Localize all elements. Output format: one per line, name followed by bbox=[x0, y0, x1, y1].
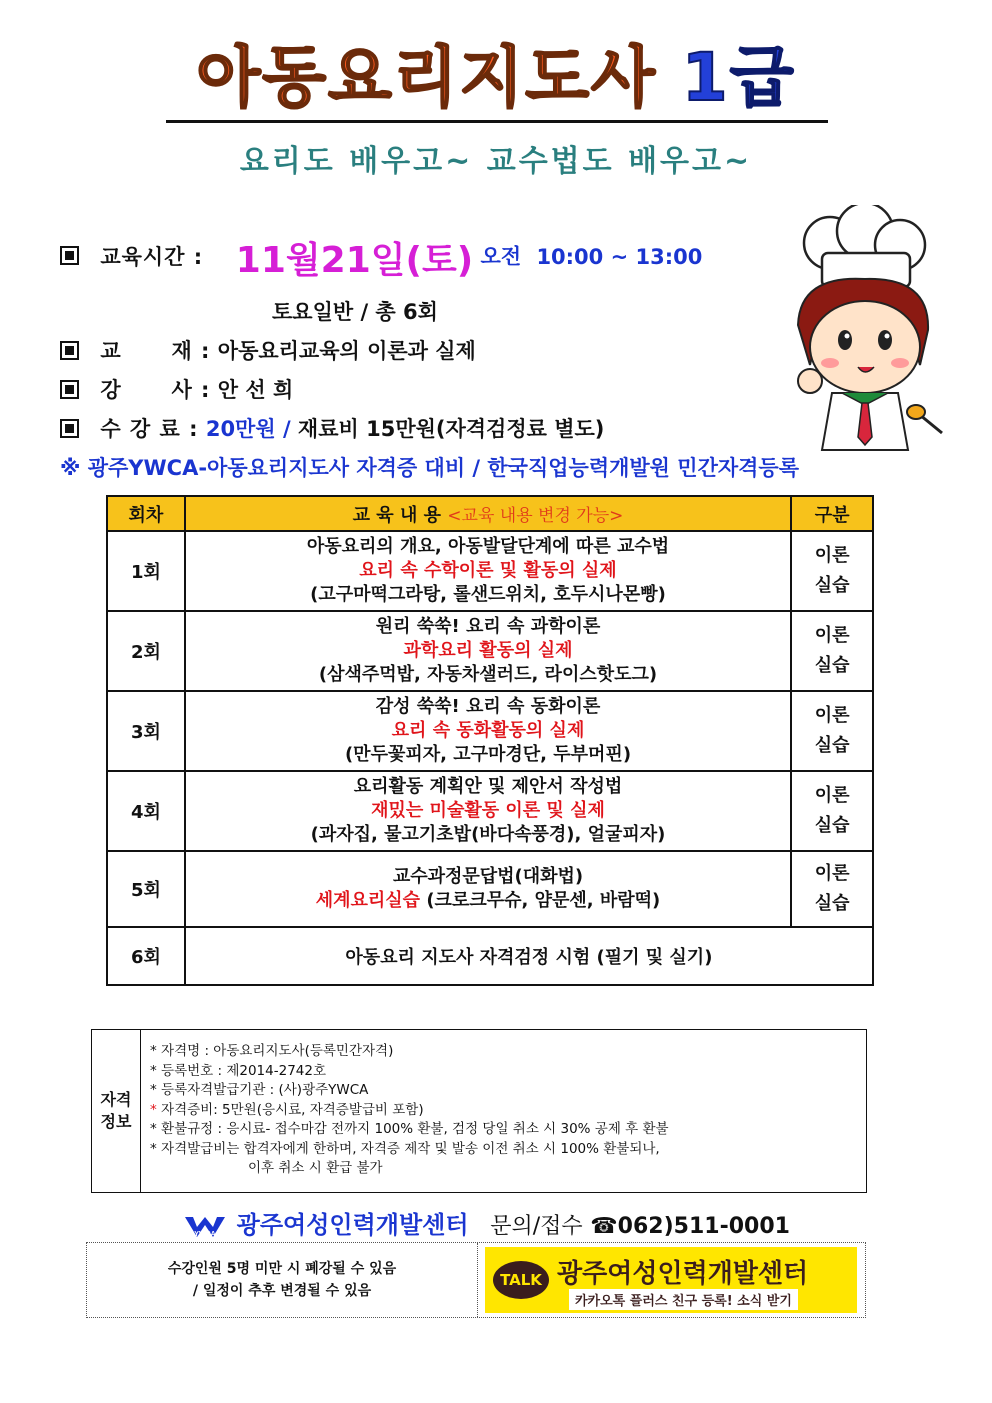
textbook: 아동요리교육의 이론과 실제 bbox=[217, 339, 476, 363]
schedule-table bbox=[106, 495, 874, 986]
qualification-side-label bbox=[92, 1030, 141, 1192]
type-theory: 이론 bbox=[814, 863, 850, 884]
table-row bbox=[107, 927, 873, 985]
content-highlight: 요리 속 동화활동의 실제 bbox=[391, 720, 585, 741]
time-range: 10:00 ~ 13:00 bbox=[536, 244, 703, 269]
type-cell bbox=[791, 771, 873, 851]
content-menu: (크로크무슈, 얌문센, 바람떡) bbox=[426, 890, 661, 911]
type-theory: 이론 bbox=[814, 545, 850, 566]
info-textbook-row bbox=[60, 335, 476, 365]
content-cell bbox=[185, 771, 791, 851]
fee-separator: / bbox=[282, 417, 291, 441]
content-cell bbox=[185, 531, 791, 611]
class-date: 11월21일(토) bbox=[235, 240, 474, 281]
list-item: * 자격명 : 아동요리지도사(등록민간자격) bbox=[150, 1043, 394, 1059]
square-bullet-icon bbox=[60, 341, 79, 360]
content-cell bbox=[185, 851, 791, 927]
ywca-logo-icon bbox=[185, 1215, 225, 1239]
content-menu: (고구마떡그라탕, 롤샌드위치, 호두시나몬빵) bbox=[310, 584, 666, 605]
kakao-channel-name: 광주여성인력개발센터 bbox=[557, 1259, 809, 1289]
session-cell: 5회 bbox=[107, 851, 185, 927]
list-item: * 등록자격발급기관 : (사)광주YWCA bbox=[150, 1082, 369, 1098]
square-bullet-icon bbox=[60, 380, 79, 399]
content-highlight: 재밌는 미술활동 이론 및 실제 bbox=[371, 800, 605, 821]
logo-text: YWCA bbox=[194, 1231, 216, 1238]
type-theory: 이론 bbox=[814, 625, 850, 646]
kakao-talk-icon: TALK bbox=[493, 1261, 549, 1299]
session-cell: 2회 bbox=[107, 611, 185, 691]
list-item-text: 자격증비: 5만원(응시료, 자격증발급비 포함) bbox=[161, 1101, 424, 1118]
content-menu: (만두꽃피자, 고구마경단, 두부머핀) bbox=[344, 744, 632, 765]
content-cell: 아동요리 지도사 자격검정 시험 (필기 및 실기) bbox=[185, 927, 873, 985]
type-practice: 실습 bbox=[814, 575, 850, 596]
header-session: 회차 bbox=[107, 496, 185, 531]
material-fee: 재료비 15만원(자격검정료 별도) bbox=[297, 417, 605, 441]
list-item: * 등록번호 : 제2014-2742호 bbox=[150, 1062, 327, 1079]
note-line: / 일정이 추후 변경될 수 있음 bbox=[192, 1283, 372, 1299]
list-item: * 환불규정 : 응시료- 접수마감 전까지 100% 환불, 검정 당일 취소 시 30% 공제 후 환불 bbox=[150, 1121, 669, 1137]
bottom-notice-box bbox=[86, 1242, 866, 1318]
session-cell: 3회 bbox=[107, 691, 185, 771]
table-row bbox=[107, 531, 873, 611]
content-menu: (과자집, 물고기초밥(바다속풍경), 얼굴피자) bbox=[310, 824, 666, 845]
content-highlight: 요리 속 수학이론 및 활동의 실제 bbox=[359, 560, 617, 581]
type-practice: 실습 bbox=[814, 815, 850, 836]
content-line: 감성 쑥쑥! 요리 속 동화이론 bbox=[375, 696, 601, 717]
content-highlight: 세계요리실습 bbox=[315, 890, 421, 911]
info-instructor-row bbox=[60, 374, 293, 404]
instructor-label: 강 사 : bbox=[100, 378, 211, 402]
content-line: 아동요리의 개요, 아동발달단계에 따른 교수법 bbox=[306, 536, 670, 557]
side-label-line: 자격 bbox=[100, 1090, 132, 1109]
note-line: 수강인원 5명 미만 시 폐강될 수 있음 bbox=[167, 1261, 397, 1277]
textbook-label: 교 재 : bbox=[100, 339, 211, 363]
type-theory: 이론 bbox=[814, 785, 850, 806]
header-content-note: <교육 내용 변경 가능> bbox=[447, 505, 624, 526]
contact-label: 문의/접수 bbox=[490, 1214, 583, 1239]
red-asterisk-icon: * bbox=[150, 1101, 157, 1118]
header-content-label: 교 육 내 용 bbox=[352, 504, 441, 526]
table-header-row bbox=[107, 496, 873, 531]
content-cell bbox=[185, 691, 791, 771]
type-cell bbox=[791, 531, 873, 611]
type-cell bbox=[791, 851, 873, 927]
content-line-mixed bbox=[186, 889, 790, 913]
content-line: 교수과정문답법(대화법) bbox=[392, 866, 584, 887]
content-line: 원리 쑥쑥! 요리 속 과학이론 bbox=[375, 616, 601, 637]
title-underline bbox=[166, 120, 828, 123]
type-cell bbox=[791, 611, 873, 691]
info-time-row bbox=[60, 232, 702, 283]
page-title bbox=[0, 38, 992, 118]
fee-label: 수 강 료 : bbox=[100, 417, 199, 441]
kakao-subscribe-text: 카카오톡 플러스 친구 등록! 소식 받기 bbox=[569, 1289, 798, 1310]
org-name: 광주여성인력개발센터 bbox=[236, 1211, 469, 1239]
list-item: * 자격발급비는 합격자에게 한하며, 자격증 제작 및 발송 이전 취소 시 100% 환불되나, bbox=[150, 1140, 660, 1157]
org-contact-line bbox=[185, 1205, 790, 1240]
content-cell bbox=[185, 611, 791, 691]
list-item bbox=[150, 1101, 669, 1121]
session-cell: 4회 bbox=[107, 771, 185, 851]
table-row bbox=[107, 851, 873, 927]
header-type: 구분 bbox=[791, 496, 873, 531]
square-bullet-icon bbox=[60, 419, 79, 438]
instructor: 안 선 희 bbox=[217, 378, 294, 402]
content-highlight: 과학요리 활동의 실제 bbox=[403, 640, 573, 661]
subtitle: 요리도 배우고~ 교수법도 배우고~ bbox=[239, 144, 753, 179]
content-menu: (삼색주먹밥, 자동차샐러드, 라이스핫도그) bbox=[318, 664, 658, 685]
square-bullet-icon bbox=[60, 246, 79, 265]
certification-notice: ※ 광주YWCA-아동요리지도사 자격증 대비 / 한국직업능력개발원 민간자격등록 bbox=[60, 456, 799, 480]
time-prefix: 오전 bbox=[480, 244, 522, 269]
side-label-line: 정보 bbox=[100, 1112, 132, 1131]
info-fee-row bbox=[60, 413, 604, 443]
type-practice: 실습 bbox=[814, 735, 850, 756]
table-row bbox=[107, 691, 873, 771]
type-cell bbox=[791, 691, 873, 771]
fee: 20만원 bbox=[205, 417, 276, 441]
class-type: 토요일반 / 총 6회 bbox=[272, 300, 438, 324]
title-main: 아동요리지도사 bbox=[196, 39, 657, 116]
enrollment-notes bbox=[87, 1243, 478, 1317]
title-grade: 1급 bbox=[681, 39, 796, 116]
content-line: 요리활동 계획안 및 제안서 작성법 bbox=[353, 776, 623, 797]
type-practice: 실습 bbox=[814, 655, 850, 676]
chef-illustration bbox=[770, 205, 950, 465]
table-row bbox=[107, 611, 873, 691]
list-item: 이후 취소 시 환급 불가 bbox=[248, 1160, 383, 1176]
type-theory: 이론 bbox=[814, 705, 850, 726]
header-content bbox=[185, 496, 791, 531]
table-row bbox=[107, 771, 873, 851]
session-cell: 6회 bbox=[107, 927, 185, 985]
qualification-list bbox=[150, 1042, 669, 1179]
qualification-box bbox=[91, 1029, 867, 1193]
phone-number: ☎062)511-0001 bbox=[590, 1214, 790, 1239]
type-practice: 실습 bbox=[814, 893, 850, 914]
kakao-plus-friend-banner[interactable] bbox=[485, 1247, 857, 1313]
session-cell: 1회 bbox=[107, 531, 185, 611]
time-label: 교육시간 : bbox=[100, 244, 204, 269]
